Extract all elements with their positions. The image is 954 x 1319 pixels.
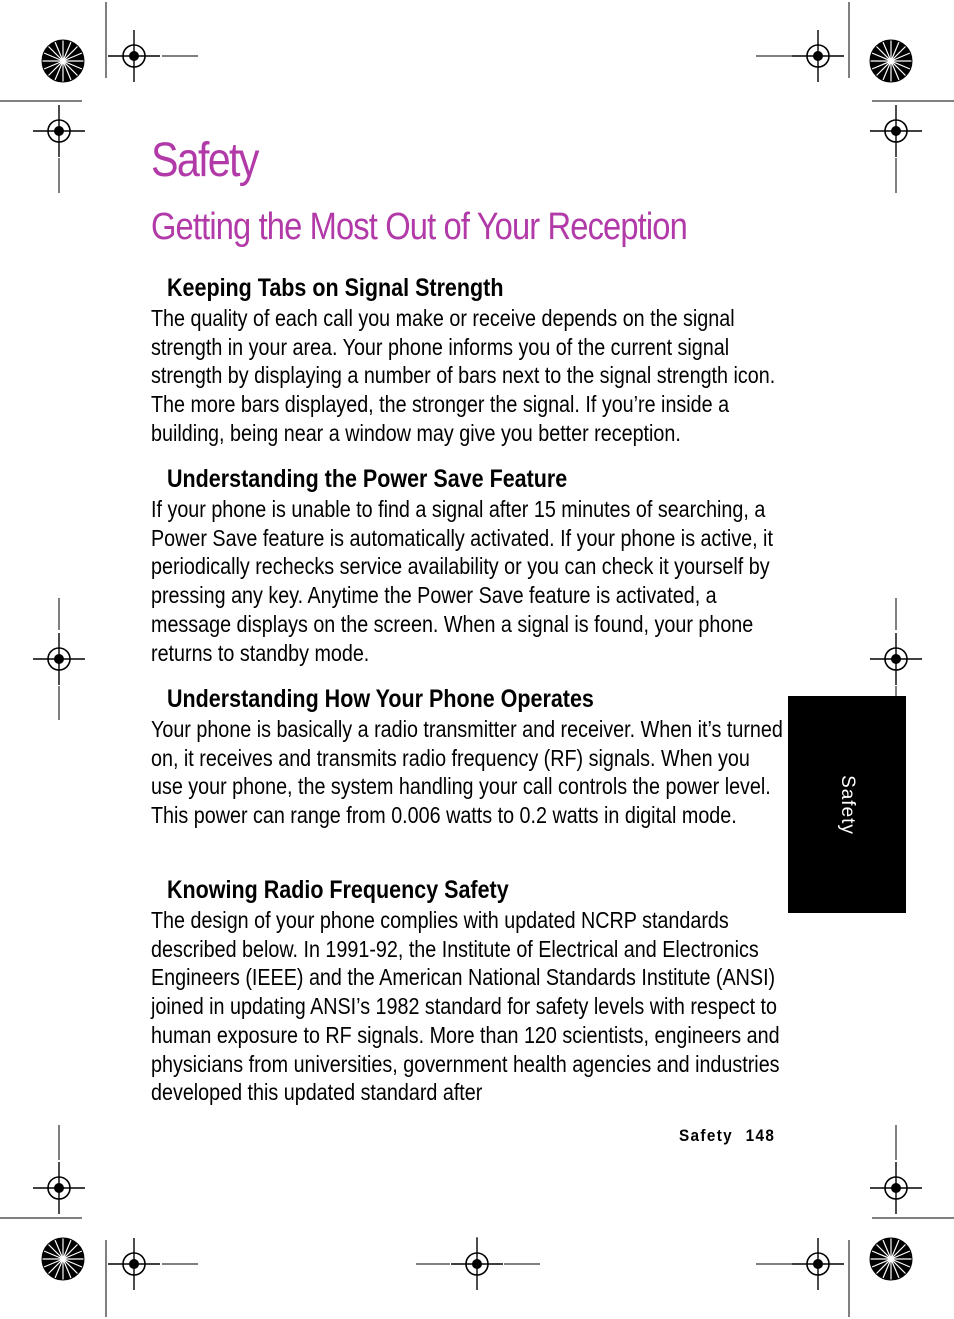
side-chapter-tab bbox=[788, 696, 906, 913]
subsection-heading-phone-operates: Understanding How Your Phone Operates bbox=[167, 685, 594, 713]
page-footer bbox=[679, 1126, 775, 1146]
page-number: 148 bbox=[745, 1126, 776, 1145]
section-title: Getting the Most Out of Your Reception bbox=[151, 206, 687, 248]
subsection-heading-power-save: Understanding the Power Save Feature bbox=[167, 465, 568, 493]
chapter-title: Safety bbox=[151, 134, 258, 187]
footer-label: Safety bbox=[679, 1126, 734, 1145]
paragraph-rf-safety: The design of your phone complies with updated NCRP standards described below. In 1991-92, the Institute of Electrical and Electronics Engineers (IEEE) and the American National Standards Institute (ANSI) joined in updating ANSI’s 1982 standard for safety levels with respect to human exposure to RF signals. More than 120 scientists, engineers and physicians from universities, government health agencies and industries developed this updated standard after bbox=[151, 907, 780, 1106]
paragraph-power-save: If your phone is unable to find a signal after 15 minutes of searching, a Power Save feature is automatically activated. If your phone is active, it periodically rechecks service availability or you can check it yourself by pressing any key. Anytime the Power Save feature is activated, a message displays on the screen. When a signal is found, your phone returns to standby mode. bbox=[151, 496, 773, 666]
side-tab-label: Safety bbox=[837, 774, 858, 835]
subsection-heading-rf-safety: Knowing Radio Frequency Safety bbox=[167, 876, 509, 904]
subsection-heading-signal-strength: Keeping Tabs on Signal Strength bbox=[167, 274, 504, 302]
paragraph-phone-operates: Your phone is basically a radio transmitter and receiver. When it’s turned on, it receives and transmits radio frequency (RF) signals. When you use your phone, the system handling your call controls the power level. This power can range from 0.006 watts to 0.2 watts in digital mode. bbox=[151, 716, 783, 829]
paragraph-signal-strength: The quality of each call you make or receive depends on the signal strength in your area. Your phone informs you of the current signal strength by displaying a number of bars next to the signal strength icon. The more bars displayed, the stronger the signal. If you’re inside a building, being near a window may give you better reception. bbox=[151, 305, 776, 446]
